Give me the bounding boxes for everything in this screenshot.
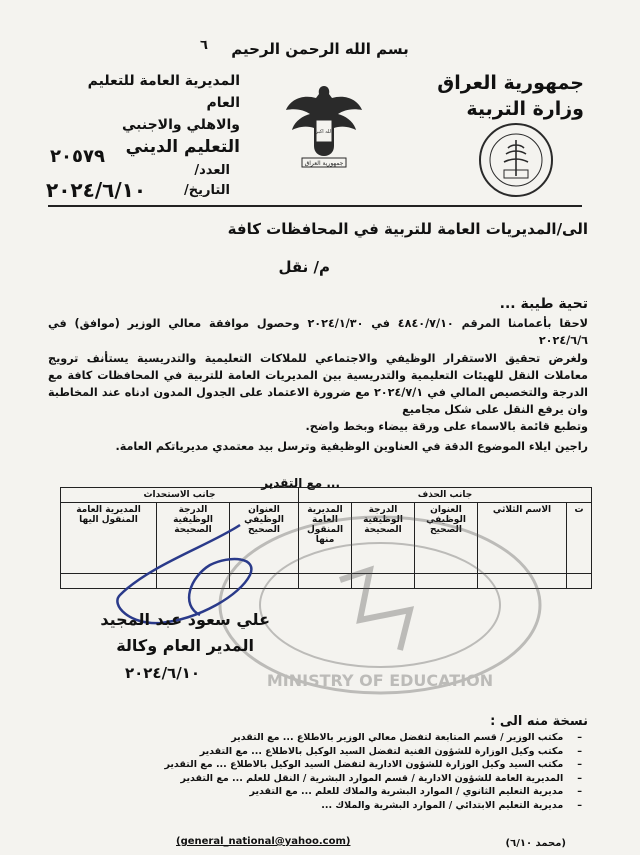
header-divider xyxy=(48,205,582,207)
group-header-from: جانب الحذف xyxy=(299,488,592,503)
subject: م/ نقل xyxy=(278,258,330,276)
ministry-seal-icon xyxy=(478,122,554,198)
column-header: العنوان الوظيفي الصحيح xyxy=(415,503,478,574)
footer-code: (محمد ٦/١٠) xyxy=(505,838,566,849)
list-item: – مديرية التعليم الابتدائي / الموارد البشرية والملاك ... xyxy=(68,799,588,813)
paragraph-3: وتطبع قائمة بالاسماء على ورقة بيضاء وبخط واضح. xyxy=(305,420,588,433)
table-cell xyxy=(567,574,592,589)
svg-text:الله اكبر: الله اكبر xyxy=(315,129,333,135)
document-number: ٢٠٥٧٩ xyxy=(50,146,105,167)
column-header: الاسم الثلاثي xyxy=(478,503,567,574)
signature-date: ٢٠٢٤/٦/١٠ xyxy=(124,664,200,682)
cc-list xyxy=(68,731,588,813)
directorate-line2: والاهلي والاجنبي xyxy=(122,117,240,133)
list-item: – مكتب الوزير / قسم المتابعة لتفضل معالي الوزير بالاطلاع ... مع التقدير xyxy=(68,731,588,745)
emblem-label: جمهورية العراق xyxy=(304,160,344,167)
appreciation: ... مع التقدير xyxy=(261,476,340,490)
paragraph-1: لاحقا بأعمامنا المرقم ٤٨٤٠/٧/١٠ في ٢٠٢٤/١/٣٠ وحصول موافقة معالي الوزير (موافق) في ٢٠٢٤/٦/٦ xyxy=(48,317,588,347)
list-item: – مكتب السيد وكيل الوزارة للشؤون الادارية لتفضل السيد الوكيل بالاطلاع ... مع التقدير xyxy=(68,758,588,772)
column-header: المديرية العامة المنقول اليها xyxy=(61,503,157,574)
top-mark: ٦ xyxy=(200,38,208,53)
signatory-name: علي سعود عبد المجيد xyxy=(100,610,270,629)
header-right xyxy=(437,70,584,122)
contact-email: (general_national@yahoo.com) xyxy=(176,836,351,847)
column-header: العنوان الوظيفي الصحيح xyxy=(230,503,299,574)
column-header: المديرية العامة المنقول منها xyxy=(299,503,352,574)
watermark-text: MINISTRY OF EDUCATION xyxy=(266,671,494,690)
column-header: الدرجة الوظيفية الصحيحة xyxy=(157,503,230,574)
paragraph-2: ولغرض تحقيق الاستقرار الوظيفي والاجتماعي للملاكات التعليمية والتدريسية يستأنف ترويج معاملات النقل للهيئات التعليمية والتدريسية بين المديريات العامة للتربية في المحافظات كافة مع الدرجة والتخصيص المالي في ٢٠٢٤/٧/١ مع ضرورة الاعتماد على الجدول المدون ادناه عند المخاطبة وان يرفع النقل على شكل مجاميع xyxy=(48,352,588,416)
date-label: التاريخ/ xyxy=(183,183,230,198)
ministry-name: وزارة التربية xyxy=(466,98,584,120)
recipient: الى/المديريات العامة للتربية في المحافظات كافة xyxy=(227,220,588,238)
signatory-title: المدير العام وكالة xyxy=(116,636,254,655)
greeting: تحية طيبة ... xyxy=(499,296,588,312)
column-header: الدرجة الوظيفية الصحيحة xyxy=(352,503,415,574)
column-header: ت xyxy=(567,503,592,574)
document-date: ٢٠٢٤/٦/١٠ xyxy=(46,178,147,202)
eagle-emblem-icon xyxy=(282,80,366,172)
country-name: جمهورية العراق xyxy=(437,72,584,94)
list-item: – مكتب وكيل الوزارة للشؤون الفنية لتفضل السيد الوكيل بالاطلاع ... مع التقدير xyxy=(68,745,588,759)
group-header-to: جانب الاستحداث xyxy=(61,488,299,503)
directorate-line3: التعليم الديني xyxy=(125,137,240,157)
cc-title: نسخة منه الى : xyxy=(490,714,588,729)
number-label: العدد/ xyxy=(194,163,230,178)
header-left xyxy=(60,70,240,158)
basmala: بسم الله الرحمن الرحيم xyxy=(231,40,409,58)
directorate-line1: المديرية العامة للتعليم العام xyxy=(87,73,240,111)
paragraph-4: راجين ايلاء الموضوع الدقة في العناوين الوظيفية وترسل بيد معتمدي مديرياتكم العامة. xyxy=(115,440,588,453)
list-item: – مديرية التعليم الثانوي / الموارد البشرية والملاك للعلم ... مع التقدير xyxy=(68,785,588,799)
list-item: – المديرية العامة للشؤون الادارية / قسم الموارد البشرية / النقل للعلم ... مع التقدير xyxy=(68,772,588,786)
